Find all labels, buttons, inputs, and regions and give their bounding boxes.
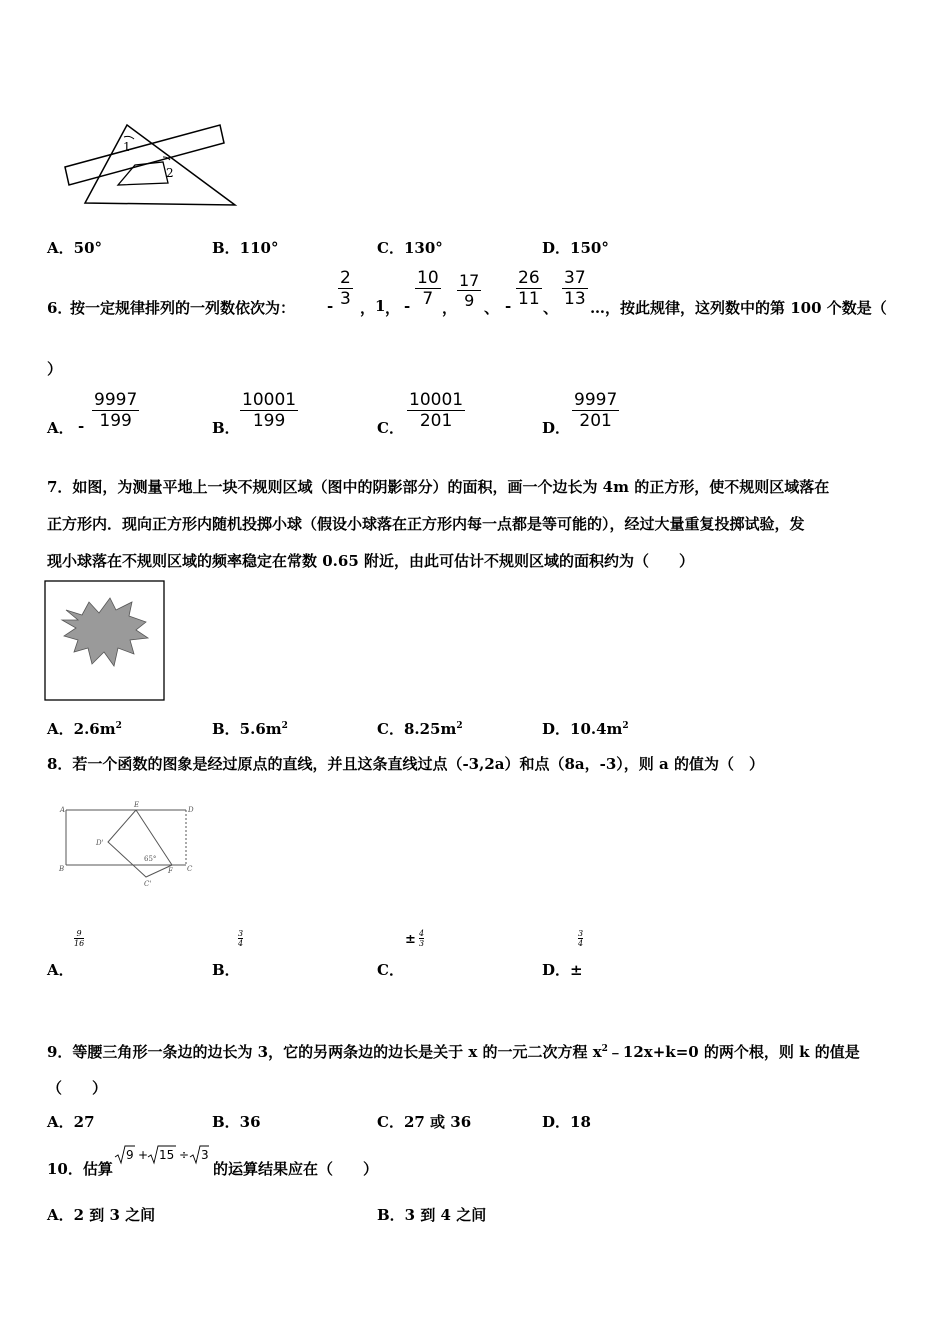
- q6-close: ）: [47, 360, 63, 378]
- q5-option-b[interactable]: B．110°: [212, 239, 279, 257]
- q6-option-b-den: 199: [240, 410, 298, 431]
- q6-sep-1: ，: [360, 299, 376, 317]
- q6-seq-sign-3: -: [404, 297, 411, 315]
- q8-option-c-den: 3: [419, 939, 425, 948]
- q8-option-c-num: 4: [419, 929, 425, 938]
- q5-figure: [60, 105, 245, 210]
- q6-option-a-num: 9997: [94, 390, 138, 410]
- q5-label-2: 2: [166, 166, 174, 180]
- q7-irregular-region: [62, 598, 148, 666]
- q8-option-a-label: A．: [47, 961, 74, 979]
- q6-sep-5: 、: [543, 299, 559, 317]
- q7-option-a-sup: 2: [115, 721, 122, 731]
- q8-option-b-den: 4: [238, 939, 244, 948]
- q6-option-d-num: 9997: [574, 390, 618, 410]
- q8-label-angle: 65°: [144, 855, 157, 863]
- q7-option-d[interactable]: [542, 718, 629, 739]
- q8-option-d-label: D．±: [542, 961, 583, 979]
- q7-option-c[interactable]: [377, 718, 463, 739]
- q8-option-b-label: B．: [212, 961, 240, 979]
- q8-option-c-label: C．: [377, 961, 404, 979]
- q8-option-d-den: 4: [578, 939, 584, 948]
- q9-option-c[interactable]: C．27 或 36: [377, 1113, 472, 1131]
- q8-option-a-frac: [74, 929, 84, 948]
- q6-seq-num-4: 17: [459, 271, 480, 290]
- q6-seq-den-1: 3: [340, 289, 351, 309]
- q6-seq-num-3: 10: [417, 268, 439, 288]
- q6-option-b-frac: [240, 390, 298, 431]
- q5-option-c[interactable]: C．130°: [377, 239, 443, 257]
- q6-option-b-num: 10001: [242, 390, 297, 410]
- q10-radicand-1: 9: [126, 1148, 134, 1162]
- q10-radicand-2: 15: [159, 1148, 175, 1162]
- q9-option-a[interactable]: A．27: [47, 1113, 95, 1131]
- q8-label-e: E: [134, 801, 140, 809]
- q8-option-b-num: 3: [238, 929, 244, 938]
- q6-sep-4: 、: [484, 299, 500, 317]
- q10-option-b[interactable]: B．3 到 4 之间: [377, 1206, 487, 1224]
- q6-option-a-frac: [92, 390, 139, 431]
- q9-line-1b: ﹣12x+k=0 的两个根，则 k 的值是: [607, 1043, 860, 1061]
- q5-option-a[interactable]: A．50°: [47, 239, 103, 257]
- q7-figure: [44, 580, 166, 702]
- q8-figure: [56, 800, 206, 890]
- q7-option-c-sup: 2: [456, 721, 463, 731]
- q8-label-d: D: [188, 806, 194, 814]
- q6-seq-den-4: 9: [457, 290, 481, 310]
- q6-seq-num-6: 37: [564, 268, 586, 288]
- q7-option-b-sup: 2: [281, 721, 288, 731]
- q8-text: 8．若一个函数的图象是经过原点的直线，并且这条直线过点（-3,2a）和点（8a，-3），则 a 的值为（ ）: [47, 755, 764, 773]
- q8-option-c-prefix: ±: [405, 932, 416, 947]
- q7-option-c-label: C．8.25m: [377, 720, 457, 738]
- q8-label-cp: C': [144, 880, 152, 888]
- q6-seq-den-3: 7: [415, 288, 441, 309]
- q7-option-d-sup: 2: [622, 721, 629, 731]
- q6-seq-sign-5: -: [505, 297, 512, 315]
- q6-number: 6．: [47, 299, 73, 317]
- q7-line-3: 现小球落在不规则区域的频率稳定在常数 0.65 附近，由此可估计不规则区域的面积约为（ ）: [47, 552, 694, 570]
- q6-option-d-frac: [572, 390, 619, 431]
- q6-seq-sign-1: -: [327, 297, 334, 315]
- q7-line-2: 正方形内．现向正方形内随机投掷小球（假设小球落在正方形内每一点都是等可能的），经过大量重复投掷试验，发: [47, 515, 805, 533]
- q6-sep-2: ，: [385, 299, 401, 317]
- q6-seq-num-1: 2: [340, 268, 351, 288]
- q8-label-dp: D': [96, 839, 104, 847]
- q6-prefix: 按一定规律排列的一列数依次为：: [70, 299, 296, 317]
- q6-seq-frac-5: [516, 268, 542, 309]
- q9-line-1a: 9．等腰三角形一条边的边长为 3，它的另两条边的边长是关于 x 的一元二次方程 x: [47, 1043, 602, 1061]
- q8-label-b: B: [59, 865, 65, 873]
- q6-seq-frac-3: [415, 268, 441, 309]
- q8-option-a-num: 9: [76, 929, 82, 938]
- q6-option-c-frac: [407, 390, 465, 431]
- q10-plus: +: [138, 1148, 149, 1162]
- q7-option-b[interactable]: [212, 718, 288, 739]
- q8-option-d-num: 3: [578, 929, 584, 938]
- q7-option-a-label: A．2.6m: [47, 720, 116, 738]
- q7-option-b-label: B．5.6m: [212, 720, 282, 738]
- q6-option-c-den: 201: [407, 410, 465, 431]
- q10-div: ÷: [179, 1148, 190, 1162]
- q7-option-a[interactable]: [47, 718, 122, 739]
- q5-large-triangle: [85, 125, 235, 205]
- q6-option-c-label: C．: [377, 419, 404, 437]
- q8-label-f: F: [168, 867, 173, 875]
- q9-option-d[interactable]: D．18: [542, 1113, 591, 1131]
- q6-option-a-label: A．: [47, 419, 74, 437]
- q8-option-d-frac: [578, 929, 583, 948]
- q10-suffix: 的运算结果应在（ ）: [213, 1160, 379, 1178]
- q6-seq-num-5: 26: [518, 268, 540, 288]
- q9-sup: 2: [601, 1044, 608, 1054]
- q6-option-a-sign: -: [78, 417, 85, 435]
- q6-option-a-den: 199: [92, 410, 139, 431]
- q6-option-d-den: 201: [572, 410, 619, 431]
- q10-expression: [113, 1143, 211, 1169]
- q6-seq-den-5: 11: [518, 289, 540, 309]
- q6-seq-frac-4: [457, 271, 481, 310]
- q6-seq-frac-1: [338, 268, 353, 309]
- q10-option-a[interactable]: A．2 到 3 之间: [47, 1206, 156, 1224]
- q10-prefix: 10．估算: [47, 1160, 113, 1178]
- q9-line-1: [47, 1041, 860, 1062]
- q8-option-a-den: 16: [74, 939, 85, 948]
- q6-option-d-label: D．: [542, 419, 571, 437]
- q6-sep-3: ，: [442, 299, 458, 317]
- q7-option-d-label: D．10.4m: [542, 720, 623, 738]
- q6-option-b-label: B．: [212, 419, 240, 437]
- q6-seq-den-6: 13: [564, 289, 586, 309]
- q5-label-1: 1: [123, 140, 131, 154]
- q8-option-b-frac: [238, 929, 243, 948]
- q8-label-c: C: [187, 865, 193, 873]
- q6-seq-plain: 1: [375, 297, 386, 315]
- q7-line-1: 7．如图，为测量平地上一块不规则区域（图中的阴影部分）的面积，画一个边长为 4m 的正方形，使不规则区域落在: [47, 478, 830, 496]
- q8-option-c-frac: [419, 929, 424, 948]
- q9-option-b[interactable]: B．36: [212, 1113, 261, 1131]
- q5-ruler: [65, 125, 224, 185]
- q9-line-2: （ ）: [47, 1079, 108, 1097]
- q5-option-d[interactable]: D．150°: [542, 239, 609, 257]
- q6-option-c-num: 10001: [409, 390, 464, 410]
- q6-suffix: …，按此规律，这列数中的第 100 个数是（: [590, 299, 887, 317]
- q8-label-a: A: [60, 806, 66, 814]
- q6-seq-frac-6: [562, 268, 588, 309]
- q10-radicand-3: 3: [201, 1148, 209, 1162]
